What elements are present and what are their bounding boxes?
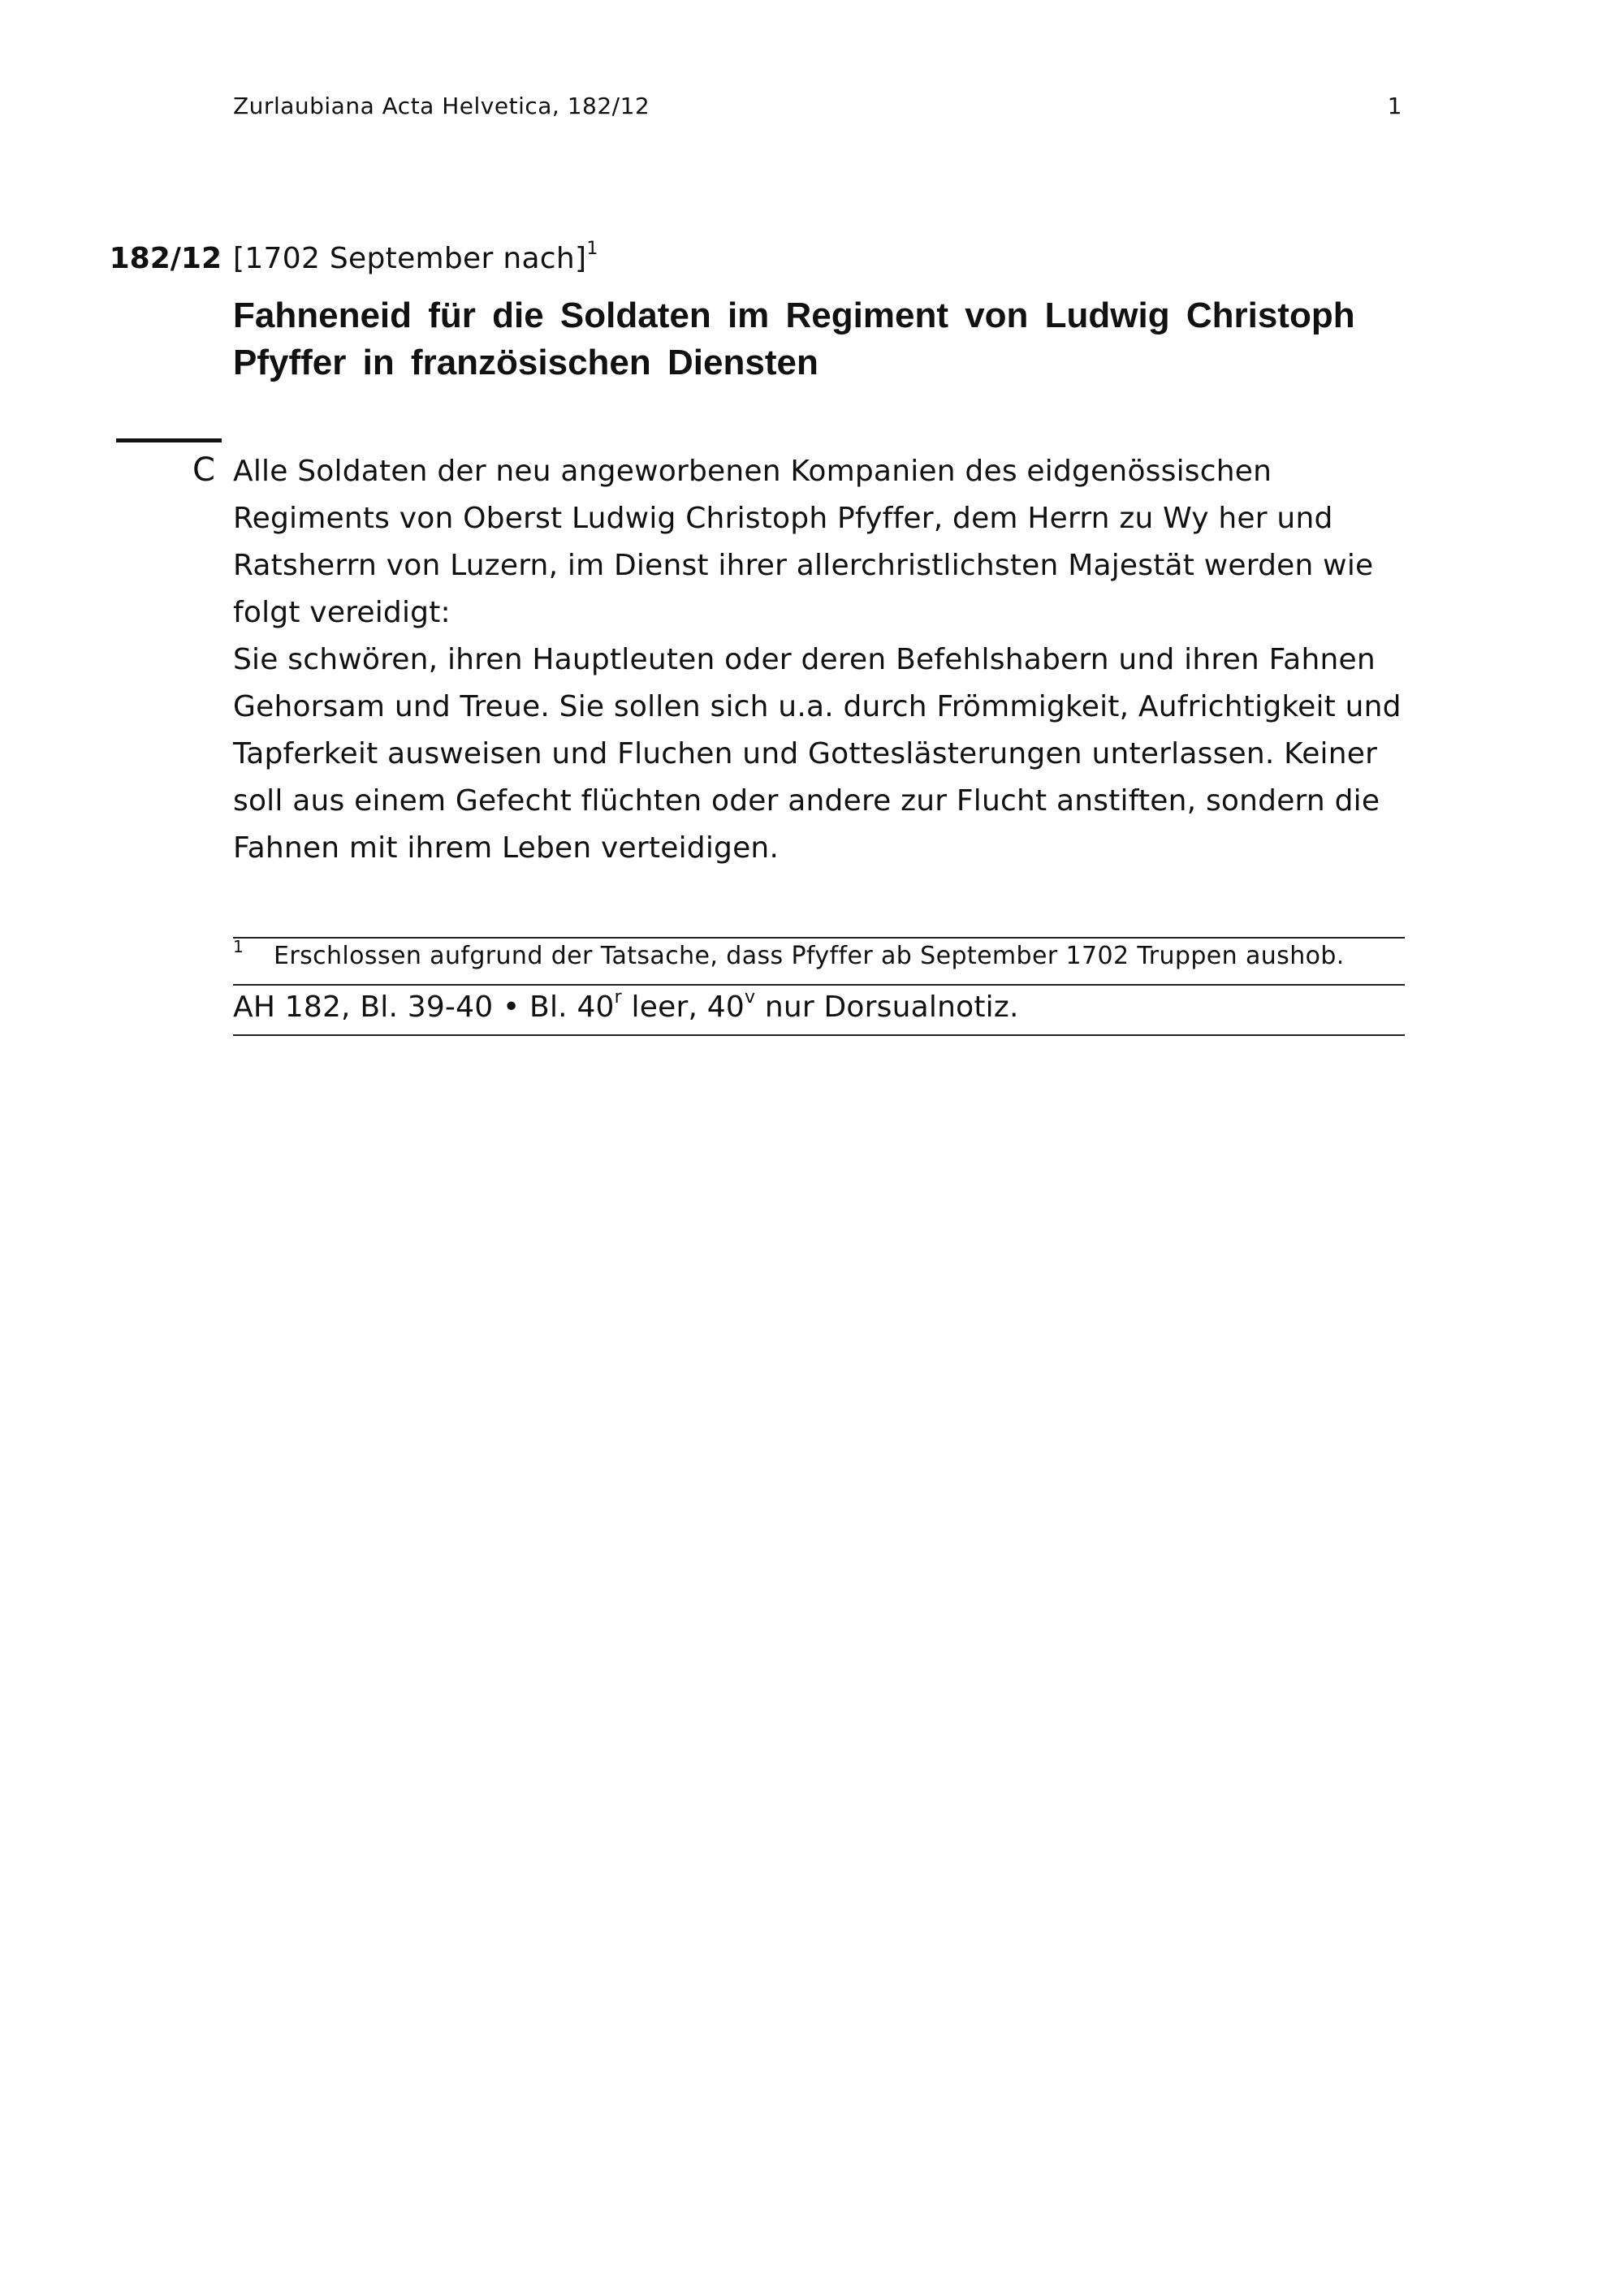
body-line: Gehorsam und Treue. Sie sollen sich u.a. durch Frömmigkeit, Aufrichtigkeit und [233, 690, 1402, 723]
source-bottom-divider [233, 1034, 1405, 1036]
body-line: Alle Soldaten der neu angeworbenen Kompanien des eidgenössischen [233, 455, 1272, 488]
transmission-marker: C [192, 451, 215, 489]
footnote-reference[interactable]: 1 [586, 239, 598, 259]
running-header [233, 93, 1402, 125]
source-part-1: AH 182, Bl. 39-40 • Bl. 40 [233, 990, 615, 1024]
source-sup-verso: v [744, 987, 756, 1008]
body-line: Regiments von Oberst Ludwig Christoph Pfyffer, dem Herrn zu Wy her und [233, 502, 1333, 535]
source-part-3: nur Dorsualnotiz. [755, 990, 1019, 1024]
source-sup-recto: r [614, 987, 622, 1008]
title-line-2: Pfyffer in französischen Diensten [233, 343, 818, 382]
footnote-mark: 1 [233, 937, 244, 956]
date-text: [1702 September nach] [233, 242, 587, 275]
source-divider [233, 984, 1405, 986]
footnote-divider [233, 937, 1405, 939]
regest-body [233, 448, 1419, 872]
document-date [233, 239, 598, 275]
header-title: Zurlaubiana Acta Helvetica, 182/12 [233, 93, 650, 119]
margin-rule [116, 438, 222, 442]
body-line: soll aus einem Gefecht flüchten oder andere zur Flucht anstiften, sondern die [233, 784, 1380, 818]
body-line: Tapferkeit ausweisen und Fluchen und Gotteslästerungen unterlassen. Keiner [233, 737, 1378, 770]
title-line-1: Fahneneid für die Soldaten im Regiment von Ludwig Christoph [233, 296, 1355, 335]
document-number: 182/12 [109, 242, 222, 275]
body-line: Fahnen mit ihrem Leben verteidigen. [233, 831, 780, 865]
source-part-2: leer, 40 [621, 990, 745, 1024]
document-title [233, 292, 1370, 386]
body-line: Ratsherrn von Luzern, im Dienst ihrer allerchristlichsten Majestät werden wie [233, 549, 1374, 582]
body-line: folgt vereidigt: [233, 596, 451, 629]
body-line: Sie schwören, ihren Hauptleuten oder deren Befehlshabern und ihren Fahnen [233, 643, 1376, 676]
footnote-text: Erschlossen aufgrund der Tatsache, dass Pfyffer ab September 1702 Truppen aushob. [274, 942, 1345, 970]
page-number: 1 [1387, 93, 1402, 119]
source-reference [233, 987, 1019, 1024]
